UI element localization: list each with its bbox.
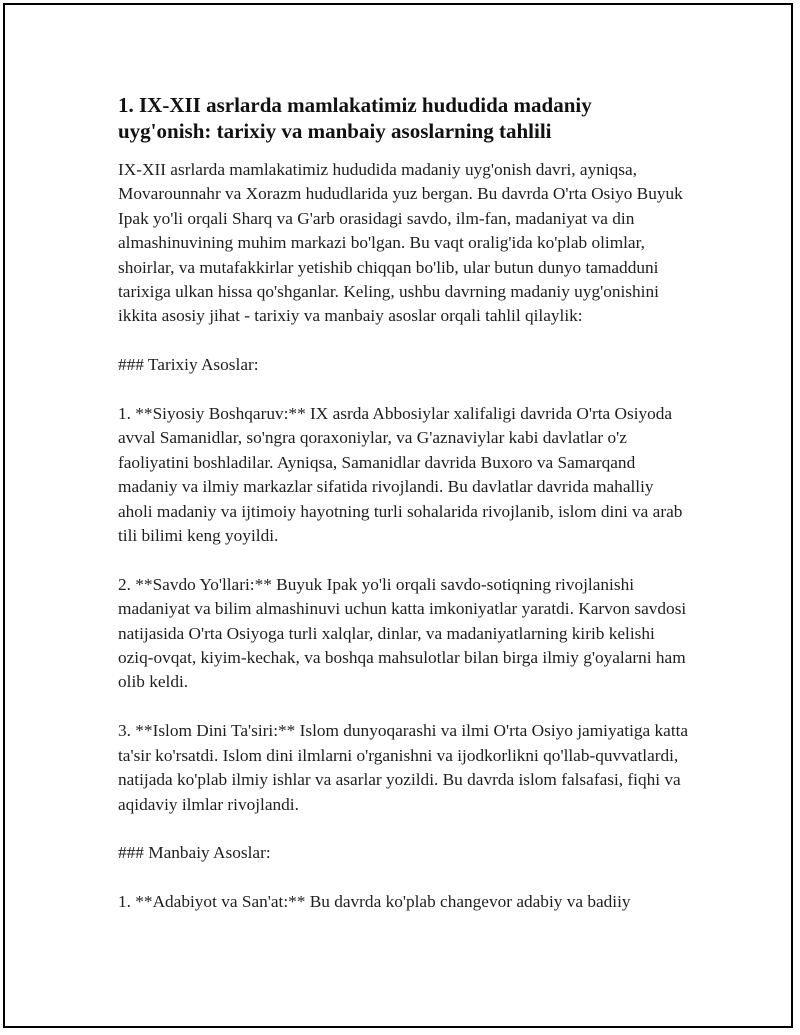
document-title: 1. IX-XII asrlarda mamlakatimiz hududida madaniy uyg'onish: tarixiy va manbaiy asoslarning tahlili: [118, 93, 592, 143]
section-heading-sources: ### Manbaiy Asoslar:: [118, 843, 271, 863]
list-item-islam-influence: 3. **Islom Dini Ta'siri:** Islom dunyoqarashi va ilmi O'rta Osiyo jamiyatiga katta ta'sir ko'rsatdi. Islom dini ilmlarni o'rganishni va ijodkorlikni qo'llab-quvvatlardi, natijada ko'plab ilmiy ishlar va asarlar yozildi. Bu davrda islom falsafasi, fiqhi va aqidaviy ilmlar rivojlandi.: [118, 721, 689, 814]
list-item-trade-routes: 2. **Savdo Yo'llari:** Buyuk Ipak yo'li orqali savdo-sotiqning rivojlanishi madaniyat va bilim almashinuvi uchun katta imkoniyatlar yaratdi. Karvon savdosi natijasida O'rta Osiyoga turli xalqlar, dinlar, va madaniyatlarning kirib kelishi oziq-ovqat, kiyim-kechak, va boshqa mahsulotlar bilan birga ilmiy g'oyalarni ham olib keldi.: [118, 574, 687, 692]
document-body: [118, 92, 690, 915]
section-heading-historical: ### Tarixiy Asoslar:: [118, 355, 259, 375]
list-item-political-governance: 1. **Siyosiy Boshqaruv:** IX asrda Abbosiylar xalifaligi davrida O'rta Osiyoda avval Samanidlar, so'ngra qoraxoniylar, va G'aznaviylar kabi davlatlar o'z faoliyatini boshladilar. Ayniqsa, Samanidlar davrida Buxoro va Samarqand madaniy va ilmiy markazlar sifatida rivojlandi. Bu davlatlar davrida mahalliy aholi madaniy va ijtimoiy hayotning turli sohalarida rivojlanib, islom dini va arab tili bilimi keng yoyildi.: [118, 404, 683, 546]
intro-paragraph: IX-XII asrlarda mamlakatimiz hududida madaniy uyg'onish davri, ayniqsa, Movarounnahr va Xorazm hududlarida yuz bergan. Bu davrda O'rta Osiyo Buyuk Ipak yo'li orqali Sharq va G'arb orasidagi savdo, ilm-fan, madaniyat va din almashinuvining muhim markazi bo'lgan. Bu vaqt oralig'ida ko'plab olimlar, shoirlar, va mutafakkirlar yetishib chiqqan bo'lib, ular butun dunyo tamadduni tarixiga ulkan hissa qo'shganlar. Keling, ushbu davrning madaniy uyg'onishini ikkita asosiy jihat - tarixiy va manbaiy asoslar orqali tahlil qilaylik:: [118, 160, 683, 326]
list-item-literature-art: 1. **Adabiyot va San'at:** Bu davrda ko'plab changevor adabiy va badiiy: [118, 892, 631, 912]
